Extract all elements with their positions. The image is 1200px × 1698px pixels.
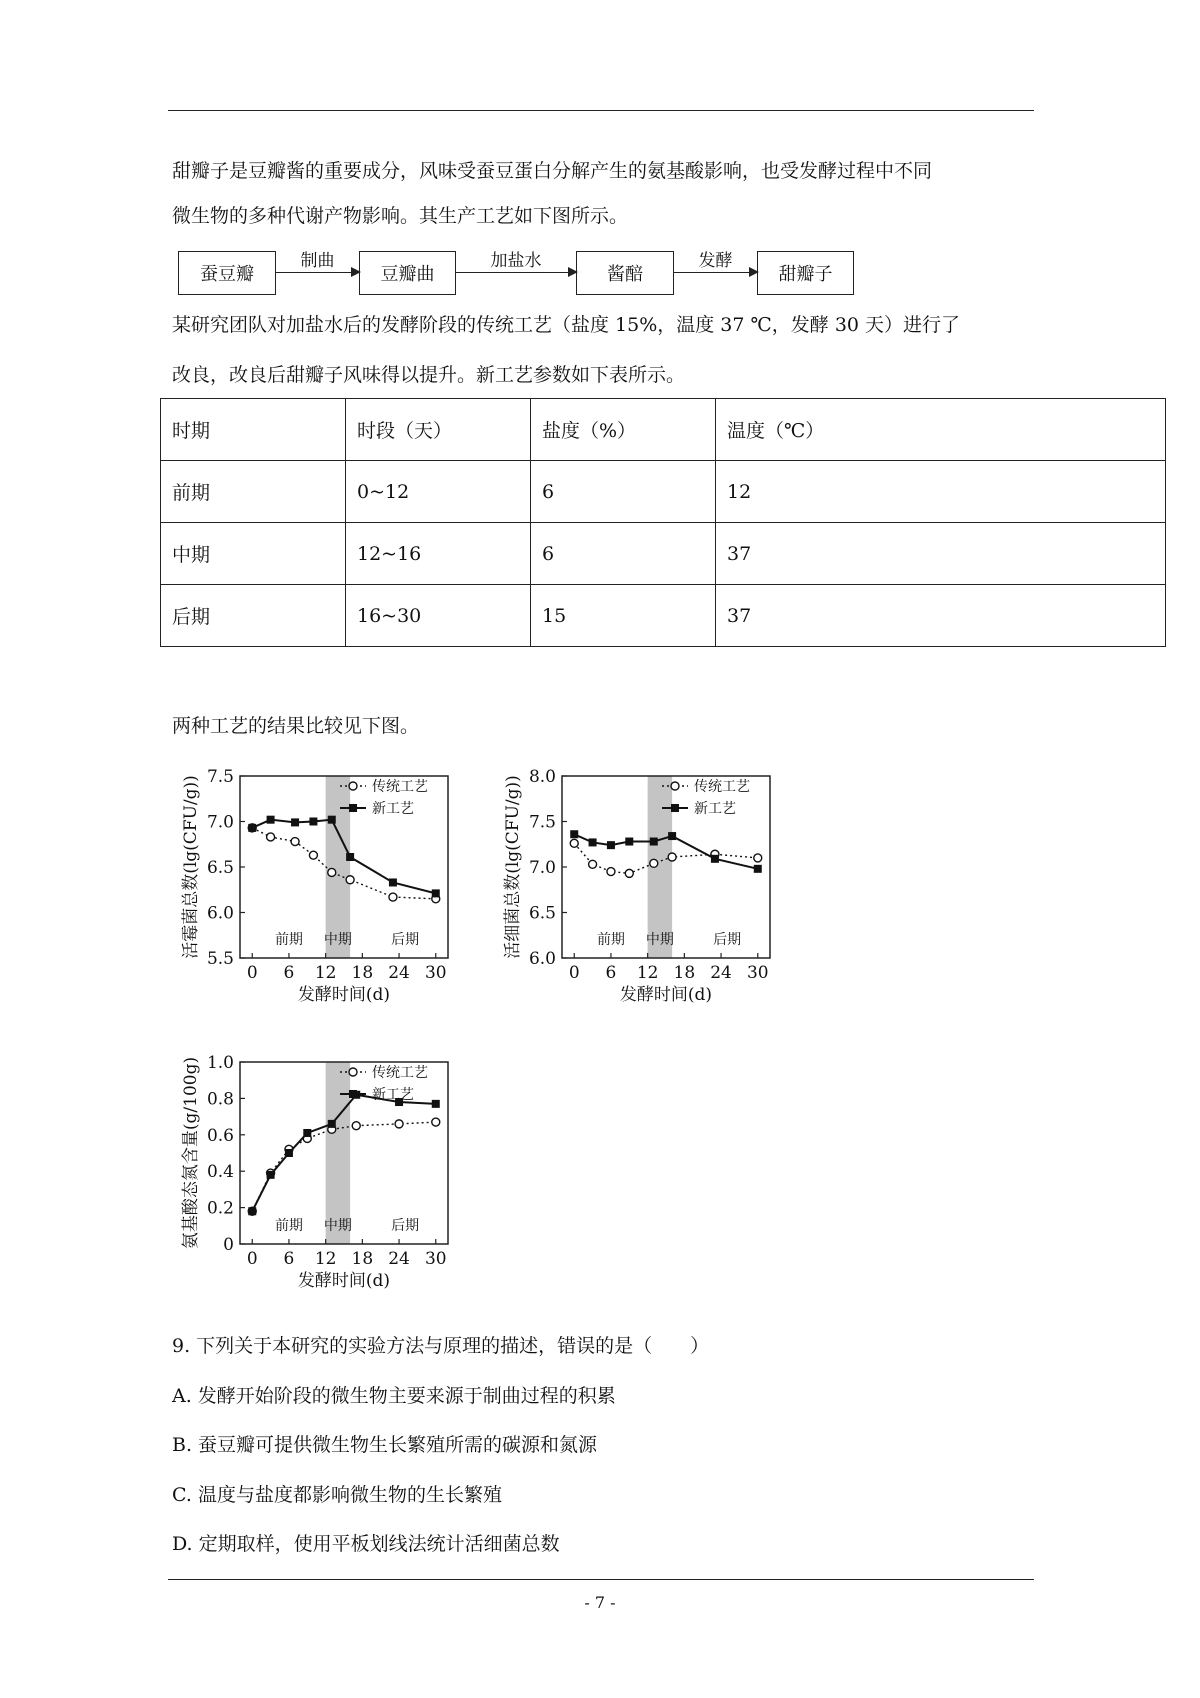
table-cell: 0~12 bbox=[346, 461, 531, 523]
data-point-traditional bbox=[607, 868, 615, 876]
chart-mold-count bbox=[168, 766, 478, 1026]
x-tick-label: 6 bbox=[283, 1249, 295, 1269]
data-point-traditional bbox=[309, 851, 317, 859]
data-point-traditional bbox=[346, 876, 354, 884]
chart-bacteria-count bbox=[490, 766, 800, 1026]
y-tick-label: 0.2 bbox=[206, 1198, 234, 1219]
y-axis-label: 活细菌总数(lg(CFU/g)) bbox=[503, 775, 523, 959]
table-header-row bbox=[161, 399, 1166, 461]
flow-arrow-1 bbox=[276, 272, 359, 273]
x-axis-label: 发酵时间(d) bbox=[619, 985, 713, 1005]
x-tick-label: 0 bbox=[246, 1249, 258, 1269]
y-tick-label: 5.5 bbox=[206, 949, 234, 969]
x-tick-label: 24 bbox=[388, 1249, 410, 1269]
table-header-cell: 时期 bbox=[161, 399, 346, 461]
x-tick-label: 24 bbox=[710, 963, 732, 983]
option-c: C. 温度与盐度都影响微生物的生长繁殖 bbox=[172, 1484, 502, 1506]
x-tick-label: 12 bbox=[314, 1249, 337, 1269]
compare-text: 两种工艺的结果比较见下图。 bbox=[172, 715, 420, 737]
option-d: D. 定期取样，使用平板划线法统计活细菌总数 bbox=[172, 1533, 560, 1555]
flow-label-3: 发酵 bbox=[698, 251, 733, 271]
option-a: A. 发酵开始阶段的微生物主要来源于制曲过程的积累 bbox=[172, 1385, 616, 1407]
shaded-mid-period bbox=[323, 776, 352, 958]
x-tick-label: 30 bbox=[424, 963, 447, 983]
table-header-cell: 盐度（%） bbox=[531, 399, 716, 461]
data-point-new bbox=[267, 816, 275, 824]
data-point-new bbox=[328, 816, 336, 824]
data-point-new bbox=[328, 1120, 336, 1128]
data-point-new bbox=[432, 1100, 440, 1108]
y-tick-label: 0.6 bbox=[206, 1125, 234, 1146]
y-tick-label: 7.5 bbox=[206, 767, 234, 787]
period-label: 前期 bbox=[274, 1218, 303, 1234]
legend-marker-new bbox=[671, 804, 679, 812]
data-point-traditional bbox=[267, 833, 275, 841]
question-stem: 9. 下列关于本研究的实验方法与原理的描述，错误的是（ ） bbox=[172, 1335, 710, 1357]
data-point-new bbox=[650, 838, 658, 846]
y-tick-label: 7.5 bbox=[528, 812, 556, 833]
flow-label-2: 加盐水 bbox=[490, 251, 542, 271]
legend-label-traditional: 传统工艺 bbox=[372, 1065, 428, 1081]
flow-box-sweet-petals: 甜瓣子 bbox=[757, 251, 854, 295]
intro-line-2: 微生物的多种代谢产物影响。其生产工艺如下图所示。 bbox=[172, 205, 629, 227]
x-tick-label: 0 bbox=[568, 963, 580, 983]
y-tick-label: 6.5 bbox=[206, 858, 234, 878]
data-point-new bbox=[432, 889, 440, 897]
data-point-new bbox=[570, 830, 578, 838]
flow-box-broad-bean: 蚕豆瓣 bbox=[178, 251, 276, 295]
y-tick-label: 7.0 bbox=[528, 858, 556, 878]
y-tick-label: 7.0 bbox=[206, 812, 234, 833]
x-tick-label: 18 bbox=[673, 963, 696, 983]
y-tick-label: 1.0 bbox=[206, 1053, 234, 1073]
period-label: 前期 bbox=[596, 932, 625, 948]
x-axis-label: 发酵时间(d) bbox=[297, 985, 391, 1005]
flow-arrow-2 bbox=[456, 272, 576, 273]
x-tick-label: 6 bbox=[283, 963, 295, 983]
y-axis-label: 活霉菌总数(lg(CFU/g)) bbox=[181, 775, 201, 959]
x-tick-label: 30 bbox=[424, 1249, 447, 1269]
data-point-new bbox=[711, 855, 719, 863]
period-label: 前期 bbox=[274, 932, 303, 948]
table-cell: 37 bbox=[716, 523, 1166, 585]
data-point-traditional bbox=[395, 1120, 403, 1128]
data-point-new bbox=[668, 832, 676, 840]
x-tick-label: 6 bbox=[605, 963, 617, 983]
legend-marker-new bbox=[349, 1090, 357, 1098]
x-tick-label: 18 bbox=[351, 963, 374, 983]
shaded-mid-period bbox=[323, 1062, 352, 1244]
data-point-new bbox=[267, 1171, 275, 1179]
data-point-traditional bbox=[328, 868, 336, 876]
data-point-new bbox=[309, 818, 317, 826]
flow-box-bean-koji: 豆瓣曲 bbox=[359, 251, 456, 295]
period-label: 后期 bbox=[713, 932, 742, 948]
legend-label-new: 新工艺 bbox=[694, 801, 736, 817]
x-tick-label: 30 bbox=[746, 963, 769, 983]
flow-label-1: 制曲 bbox=[300, 251, 335, 271]
table-cell: 15 bbox=[531, 585, 716, 647]
footer-rule bbox=[168, 1579, 1034, 1580]
data-point-new bbox=[625, 838, 633, 846]
table-header-cell: 时段（天） bbox=[346, 399, 531, 461]
x-tick-label: 12 bbox=[636, 963, 659, 983]
period-label: 中期 bbox=[323, 932, 352, 948]
flow-box-mash: 酱醅 bbox=[576, 251, 674, 295]
data-point-traditional bbox=[570, 839, 578, 847]
x-axis-label: 发酵时间(d) bbox=[297, 1271, 391, 1291]
period-label: 中期 bbox=[645, 932, 674, 948]
table-cell: 中期 bbox=[161, 523, 346, 585]
data-point-traditional bbox=[291, 838, 299, 846]
page-number: - 7 - bbox=[584, 1593, 616, 1612]
table-cell: 12 bbox=[716, 461, 1166, 523]
chart-amino-nitrogen bbox=[168, 1052, 478, 1312]
data-point-traditional bbox=[589, 860, 597, 868]
table-row bbox=[161, 523, 1166, 585]
legend-label-traditional: 传统工艺 bbox=[372, 779, 428, 795]
header-rule bbox=[168, 110, 1034, 111]
table-cell: 37 bbox=[716, 585, 1166, 647]
option-b: B. 蚕豆瓣可提供微生物生长繁殖所需的碳源和氮源 bbox=[172, 1434, 598, 1456]
data-point-traditional bbox=[389, 893, 397, 901]
data-point-traditional bbox=[650, 859, 658, 867]
x-tick-label: 0 bbox=[246, 963, 258, 983]
data-point-new bbox=[589, 838, 597, 846]
legend-marker-traditional bbox=[349, 1068, 357, 1076]
data-point-new bbox=[754, 865, 762, 873]
legend-label-new: 新工艺 bbox=[372, 801, 414, 817]
data-point-new bbox=[303, 1129, 311, 1137]
data-point-traditional bbox=[432, 1118, 440, 1126]
period-label: 后期 bbox=[391, 1218, 420, 1234]
y-axis-label: 氨基酸态氮含量(g/100g) bbox=[181, 1056, 201, 1250]
improve-line-2: 改良，改良后甜瓣子风味得以提升。新工艺参数如下表所示。 bbox=[172, 364, 686, 386]
period-label: 后期 bbox=[391, 932, 420, 948]
y-tick-label: 0.4 bbox=[206, 1162, 234, 1183]
legend-marker-new bbox=[349, 804, 357, 812]
x-tick-label: 12 bbox=[314, 963, 337, 983]
data-point-new bbox=[346, 853, 354, 861]
table-cell: 前期 bbox=[161, 461, 346, 523]
table-cell: 6 bbox=[531, 461, 716, 523]
table-cell: 12~16 bbox=[346, 523, 531, 585]
legend-label-traditional: 传统工艺 bbox=[694, 779, 750, 795]
x-tick-label: 24 bbox=[388, 963, 410, 983]
data-point-new bbox=[248, 1207, 256, 1215]
data-point-traditional bbox=[754, 854, 762, 862]
y-tick-label: 6.0 bbox=[206, 903, 234, 924]
params-table bbox=[160, 398, 1166, 647]
data-point-new bbox=[389, 878, 397, 886]
flow-arrow-3 bbox=[674, 272, 757, 273]
data-point-traditional bbox=[352, 1122, 360, 1130]
data-point-traditional bbox=[625, 869, 633, 877]
table-header-cell: 温度（℃） bbox=[716, 399, 1166, 461]
data-point-traditional bbox=[668, 853, 676, 861]
data-point-new bbox=[285, 1149, 293, 1157]
legend-marker-traditional bbox=[349, 782, 357, 790]
intro-line-1: 甜瓣子是豆瓣酱的重要成分，风味受蚕豆蛋白分解产生的氨基酸影响，也受发酵过程中不同 bbox=[172, 160, 933, 182]
data-point-new bbox=[248, 824, 256, 832]
improve-line-1: 某研究团队对加盐水后的发酵阶段的传统工艺（盐度 15%，温度 37 ℃，发酵 30 天）进行了 bbox=[172, 314, 961, 336]
legend-marker-traditional bbox=[671, 782, 679, 790]
y-tick-label: 0.8 bbox=[206, 1089, 234, 1110]
x-tick-label: 18 bbox=[351, 1249, 374, 1269]
y-tick-label: 6.5 bbox=[528, 903, 556, 924]
y-tick-label: 0 bbox=[223, 1235, 234, 1255]
data-point-new bbox=[607, 841, 615, 849]
y-tick-label: 8.0 bbox=[528, 767, 556, 787]
table-cell: 16~30 bbox=[346, 585, 531, 647]
legend-label-new: 新工艺 bbox=[372, 1087, 414, 1103]
period-label: 中期 bbox=[323, 1218, 352, 1234]
table-row bbox=[161, 461, 1166, 523]
table-cell: 后期 bbox=[161, 585, 346, 647]
data-point-new bbox=[291, 818, 299, 826]
y-tick-label: 6.0 bbox=[528, 949, 556, 969]
table-row bbox=[161, 585, 1166, 647]
table-cell: 6 bbox=[531, 523, 716, 585]
